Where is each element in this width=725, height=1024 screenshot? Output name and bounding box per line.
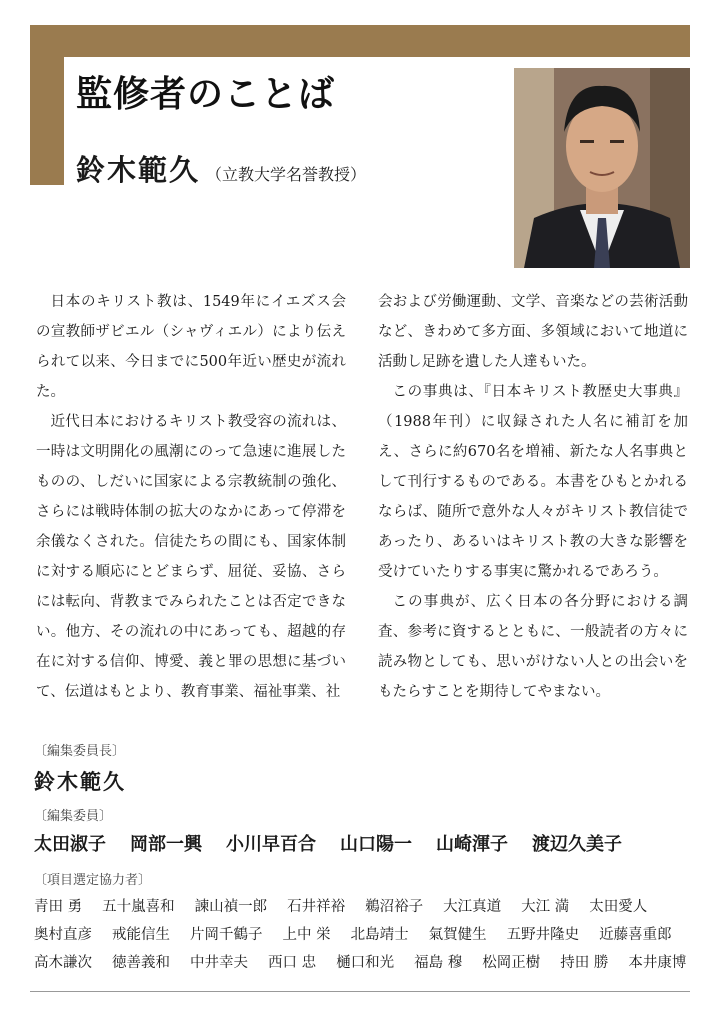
contributor-name: 五野井隆史: [506, 927, 580, 943]
chief-editor-name: 鈴木範久: [34, 769, 126, 794]
body-paragraph: 近代日本におけるキリスト教受容の流れは、一時は文明開化の風潮にのって急速に進展したものの、しだいに国家による宗教統制の強化、さらには戦時体制の拡大のなかにあって停滞を余儀なくされた。信徒たちの間にも、国家体制に対する順応にとどまらず、屈従、妥協、さらには転向、背教までみられたことは否定できない。他方、その流れの中にあっても、超越的存在に対する信仰、博愛、義と罪の思想に基づいて、伝道はもとより、教育事業、福祉事業、社: [36, 414, 346, 700]
contributor-name: 戒能信生: [112, 927, 170, 943]
contributor-name: 青田 勇: [34, 899, 83, 915]
body-paragraph: この事典は、『日本キリスト教歴史大事典』（1988年刊）に収録された人名に補訂を加え、さらに約670名を増補、新たな人名事典として刊行するものである。本書をひもとかれるならば、随所で意外な人々がキリスト教信徒であったり、あるいはキリスト教の大きな影響を受けていたりする事実に驚かれるであろう。: [378, 384, 688, 580]
header-top-bar: [30, 25, 690, 57]
header-side-bar: [30, 25, 64, 185]
contributor-name: 太田愛人: [589, 899, 648, 915]
author-photo: [514, 68, 690, 268]
editor-name: 岡部一興: [130, 834, 202, 855]
contributors-row: [34, 893, 694, 921]
contributor-name: 近藤喜重郎: [599, 927, 672, 943]
author-name: 鈴木範久: [76, 153, 201, 187]
editor-name: 山口陽一: [340, 834, 412, 855]
contributor-name: 上中 栄: [282, 927, 331, 943]
bottom-divider: [30, 991, 690, 992]
chief-editor-label: 〔編集委員長〕: [34, 744, 126, 759]
contributors-list: [34, 893, 694, 977]
contributors-label: 〔項目選定協力者〕: [34, 873, 152, 888]
page-title: 監修者のことば: [76, 74, 336, 115]
contributor-name: 鵜沼裕子: [365, 899, 424, 915]
body-paragraph: この事典が、広く日本の各分野における調査、参考に資するとともに、一般読者の方々に読み物としても、思いがけない人との出会いをもたらすことを期待してやまない。: [378, 594, 688, 700]
contributor-name: 氣賀健生: [428, 927, 487, 943]
contributors-row: [34, 949, 694, 977]
body-column-right: [378, 287, 688, 707]
contributor-name: 石井祥裕: [287, 899, 346, 915]
editor-name: 山崎渾子: [436, 834, 508, 855]
contributor-name: 松岡正樹: [482, 955, 541, 971]
contributor-name: 西口 忠: [268, 955, 317, 971]
editors-list: [34, 830, 622, 856]
contributor-name: 大江 満: [521, 899, 570, 915]
contributor-name: 中井幸夫: [190, 955, 248, 971]
contributor-name: 本井康博: [628, 955, 687, 971]
contributor-name: 奥村直彦: [34, 927, 92, 943]
editors-label: 〔編集委員〕: [34, 809, 113, 824]
body-paragraph: 会および労働運動、文学、音楽などの芸術活動など、きわめて多方面、多領域において地道に活動し足跡を遺した人達もいた。: [378, 294, 688, 370]
contributor-name: 徳善義和: [112, 955, 170, 971]
contributor-name: 福島 穆: [414, 955, 463, 971]
author-line: [76, 148, 366, 189]
contributor-name: 樋口和光: [336, 955, 395, 971]
editor-name: 太田淑子: [34, 834, 106, 855]
contributor-name: 北島靖士: [350, 927, 409, 943]
contributor-name: 五十嵐喜和: [102, 899, 175, 915]
contributor-name: 片岡千鶴子: [190, 927, 263, 943]
contributors-row: [34, 921, 694, 949]
author-title: （立教大学名誉教授）: [206, 165, 367, 184]
contributor-name: 大江真道: [443, 899, 502, 915]
body-column-left: [36, 287, 346, 707]
contributor-name: 諫山禎一郎: [194, 899, 268, 915]
editor-name: 小川早百合: [226, 834, 316, 855]
body-paragraph: 日本のキリスト教は、1549年にイエズス会の宣教師ザビエル（シャヴィエル）により伝えられて以来、今日までに500年近い歴史が流れた。: [36, 294, 346, 400]
contributor-name: 持田 勝: [560, 955, 609, 971]
editor-name: 渡辺久美子: [532, 834, 622, 855]
contributor-name: 高木謙次: [34, 955, 92, 971]
